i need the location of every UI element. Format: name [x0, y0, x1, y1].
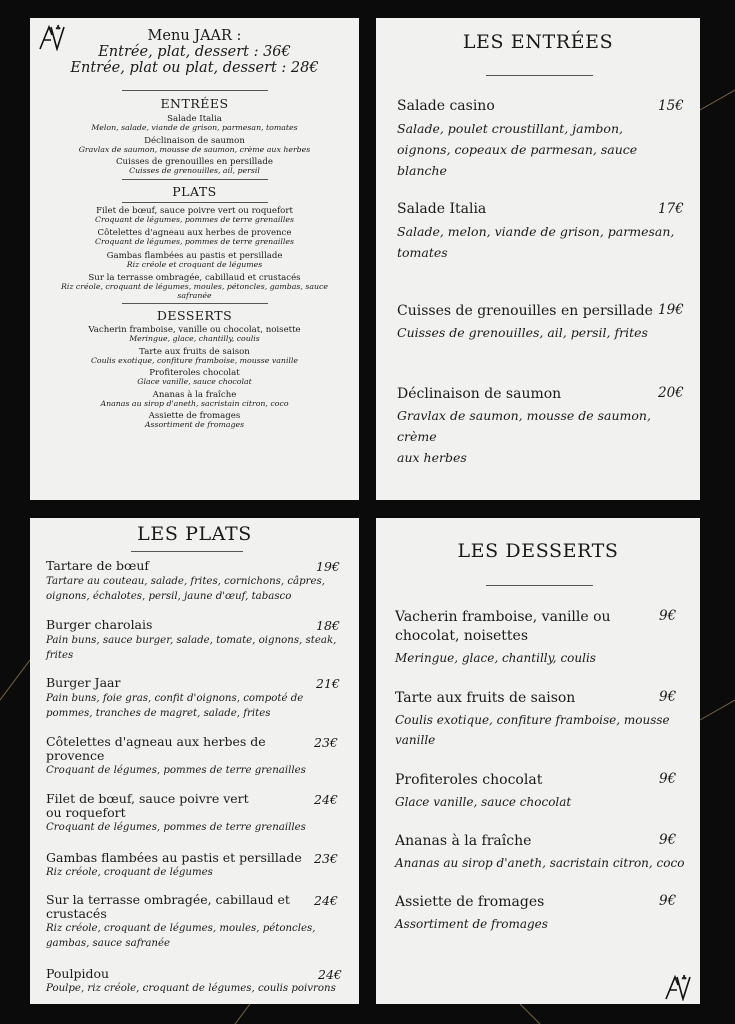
- svg-text:♣: ♣: [55, 24, 62, 32]
- svg-text:♣: ♣: [681, 974, 688, 982]
- item-desc: Croquant de légumes, pommes de terre grenailles: [95, 214, 294, 224]
- item-desc: Riz créole, croquant de légumes: [46, 867, 213, 878]
- dessert-item: [395, 771, 685, 812]
- item-desc: Riz créole, croquant de légumes, moules, pétoncles,: [46, 923, 316, 934]
- desserts-title: LES DESSERTS: [457, 540, 619, 562]
- item-desc: Pain buns, sauce burger, salade, tomate, oignons, steak,: [46, 635, 337, 646]
- item-name: Vacherin framboise, vanille ou chocolat, noisette: [88, 325, 301, 335]
- summary-dessert-item: [30, 369, 359, 387]
- summary-dessert-item: [30, 348, 359, 366]
- plat-item: [46, 851, 316, 881]
- divider: [122, 202, 268, 203]
- item-desc: Salade, poulet croustillant, jambon,: [397, 121, 623, 136]
- item-desc: Meringue, glace, chantilly, coulis: [129, 334, 260, 343]
- item-name: Gambas flambées au pastis et persillade: [46, 850, 302, 865]
- item-price: 9€: [659, 893, 677, 909]
- plat-item: [46, 735, 306, 779]
- entrees-title: LES ENTRÉES: [462, 31, 614, 53]
- item-name: Ananas à la fraîche: [395, 833, 532, 849]
- item-name: Salade Italia: [397, 201, 487, 217]
- divider: [131, 551, 243, 552]
- item-desc: gambas, sauce safranée: [46, 937, 171, 949]
- item-name: Ananas à la fraîche: [152, 389, 237, 400]
- summary-dessert-item: [30, 412, 359, 430]
- summary-dessert-item: [30, 391, 359, 409]
- summary-entree-item: [30, 115, 359, 133]
- item-desc: Ananas au sirop d'aneth, sacristain citron, coco: [100, 398, 289, 408]
- plat-item: [46, 893, 321, 951]
- item-price: 24€: [318, 967, 342, 982]
- item-name: Burger Jaar: [46, 675, 121, 690]
- item-name: Salade casino: [397, 98, 495, 114]
- item-name: Côtelettes d'agneau aux herbes de: [46, 734, 266, 749]
- item-price: 20€: [658, 385, 684, 401]
- item-name: Cuisses de grenouilles en persillade: [115, 157, 274, 167]
- item-desc: pommes, tranches de magret, salade, frites: [46, 707, 271, 719]
- item-desc: safranée: [177, 290, 212, 300]
- item-desc: Poulpe, riz créole, croquant de légumes, coulis poivrons: [46, 983, 336, 994]
- item-name: Gambas flambées au pastis et persillade: [106, 250, 283, 261]
- item-name: Côtelettes d'agneau aux herbes de provence: [97, 228, 292, 238]
- item-price: 9€: [659, 771, 677, 787]
- item-price: 18€: [316, 618, 340, 633]
- entree-item: [397, 303, 687, 343]
- divider: [122, 179, 268, 180]
- item-desc: Riz créole et croquant de légumes: [126, 259, 263, 269]
- menu-formula-title: [30, 28, 359, 76]
- item-price: 19€: [316, 559, 340, 574]
- item-desc: Croquant de légumes, pommes de terre grenailles: [46, 765, 306, 776]
- item-desc: aux herbes: [397, 450, 467, 465]
- dessert-item: [395, 893, 685, 934]
- item-desc: Salade, melon, viande de grison, parmesan,: [397, 224, 675, 239]
- entree-item: [397, 98, 687, 181]
- item-desc: Cuisses de grenouilles, ail, persil, frites: [397, 325, 648, 340]
- item-name: Sur la terrasse ombragée, cabillaud et crustacés: [88, 273, 301, 283]
- item-price: 9€: [659, 689, 677, 705]
- item-desc: Melon, salade, viande de grison, parmesan, tomates: [91, 123, 298, 132]
- item-name: Sur la terrasse ombragée, cabillaud et: [46, 892, 290, 907]
- summary-entree-item: [30, 158, 359, 176]
- item-desc: Glace vanille, sauce chocolat: [137, 377, 252, 386]
- summary-entree-item: [30, 137, 359, 155]
- item-name: Poulpidou: [46, 966, 110, 981]
- dessert-item: [395, 689, 685, 750]
- menu-summary-card: [30, 18, 359, 500]
- item-desc: Croquant de légumes, pommes de terre grenailles: [95, 237, 294, 246]
- item-desc: Meringue, glace, chantilly, coulis: [395, 651, 596, 665]
- item-name: Profiteroles chocolat: [395, 772, 543, 788]
- menu-title: Menu JAAR :: [147, 28, 242, 44]
- item-name: Tartare de bœuf: [46, 558, 150, 573]
- divider: [486, 585, 593, 586]
- summary-plat-item: [30, 207, 359, 225]
- jaar-monogram-icon: [664, 973, 692, 1001]
- item-name: Tarte aux fruits de saison: [395, 690, 576, 706]
- item-name: Assiette de fromages: [395, 894, 545, 910]
- item-name-cont: chocolat, noisettes: [395, 628, 529, 644]
- item-name: Vacherin framboise, vanille ou: [395, 609, 611, 625]
- item-price: 23€: [314, 851, 338, 866]
- item-price: 21€: [316, 676, 340, 691]
- plat-item: [46, 792, 306, 836]
- summary-plat-item: [30, 229, 359, 247]
- item-desc: Assortiment de fromages: [395, 917, 548, 931]
- plats-card: [30, 518, 359, 1004]
- plats-title: LES PLATS: [137, 523, 252, 545]
- item-name: Cuisses de grenouilles en persillade: [397, 303, 653, 319]
- item-name-cont: ou roquefort: [46, 805, 126, 820]
- entree-item: [397, 386, 687, 468]
- item-desc: Assortiment de fromages: [144, 420, 245, 429]
- summary-desserts-heading: DESSERTS: [156, 308, 233, 323]
- item-desc: Tartare au couteau, salade, frites, cornichons, câpres,: [46, 576, 326, 587]
- plat-item: [46, 676, 346, 721]
- item-name: Déclinaison de saumon: [397, 386, 562, 402]
- dessert-item: [395, 832, 685, 873]
- summary-dessert-item: [30, 326, 359, 344]
- item-name-cont: crustacés: [46, 906, 107, 921]
- item-price: 23€: [314, 735, 338, 750]
- summary-plat-item: [30, 252, 359, 270]
- divider: [486, 75, 593, 76]
- item-desc: Ananas au sirop d'aneth, sacristain citron, coco: [395, 856, 685, 870]
- item-price: 15€: [658, 98, 684, 114]
- item-desc: Coulis exotique, confiture framboise, mousse vanille: [90, 355, 299, 365]
- menu-price-line-2: Entrée, plat ou plat, dessert : 28€: [70, 60, 319, 76]
- summary-plat-item: [30, 274, 359, 300]
- item-price: 24€: [314, 893, 338, 908]
- item-desc: Riz créole, croquant de légumes, moules, pétoncles, gambas, sauce: [60, 282, 328, 291]
- item-price: 9€: [659, 832, 677, 848]
- item-desc: Coulis exotique, confiture framboise, mousse: [395, 713, 670, 727]
- item-name: Assiette de fromages: [148, 411, 241, 421]
- plat-item: [46, 618, 346, 663]
- item-desc: Croquant de légumes, pommes de terre grenailles: [46, 822, 306, 833]
- entrees-card: [376, 18, 700, 500]
- divider: [122, 90, 268, 91]
- summary-entrees-heading: ENTRÉES: [160, 96, 229, 111]
- item-price: 9€: [659, 608, 677, 624]
- summary-plats-heading: PLATS: [172, 183, 217, 199]
- divider: [122, 303, 268, 304]
- item-desc: vanille: [395, 733, 436, 747]
- item-name: Filet de bœuf, sauce poivre vert ou roquefort: [96, 205, 293, 216]
- item-desc: tomates: [397, 245, 448, 260]
- item-name: Filet de bœuf, sauce poivre vert: [46, 791, 249, 806]
- item-name: Profiteroles chocolat: [149, 368, 240, 378]
- item-desc: frites: [46, 649, 74, 661]
- plat-item: [46, 967, 351, 997]
- item-price: 24€: [314, 792, 338, 807]
- item-desc: Gravlax de saumon, mousse de saumon, crème: [397, 408, 651, 444]
- item-desc: oignons, copeaux de parmesan, sauce blanche: [397, 142, 638, 178]
- item-name: Déclinaison de saumon: [144, 135, 245, 146]
- item-name: Salade Italia: [167, 114, 222, 124]
- entree-item: [397, 201, 687, 263]
- item-price: 19€: [658, 302, 684, 318]
- dessert-item: [395, 608, 645, 668]
- plat-item: [46, 559, 346, 604]
- item-name-cont: provence: [46, 748, 105, 763]
- menu-price-line-1: Entrée, plat, dessert : 36€: [98, 44, 291, 60]
- item-desc: Glace vanille, sauce chocolat: [395, 795, 572, 809]
- item-name: Tarte aux fruits de saison: [139, 346, 250, 357]
- item-desc: Pain buns, foie gras, confit d'oignons, compoté de: [46, 693, 304, 704]
- item-price: 17€: [658, 201, 684, 217]
- desserts-card: [376, 518, 700, 1004]
- item-desc: oignons, échalotes, persil, jaune d'œuf, tabasco: [46, 590, 292, 602]
- item-name: Burger charolais: [46, 617, 153, 632]
- item-desc: Cuisses de grenouilles, ail, persil: [129, 166, 260, 175]
- item-desc: Gravlax de saumon, mousse de saumon, crème aux herbes: [78, 144, 311, 154]
